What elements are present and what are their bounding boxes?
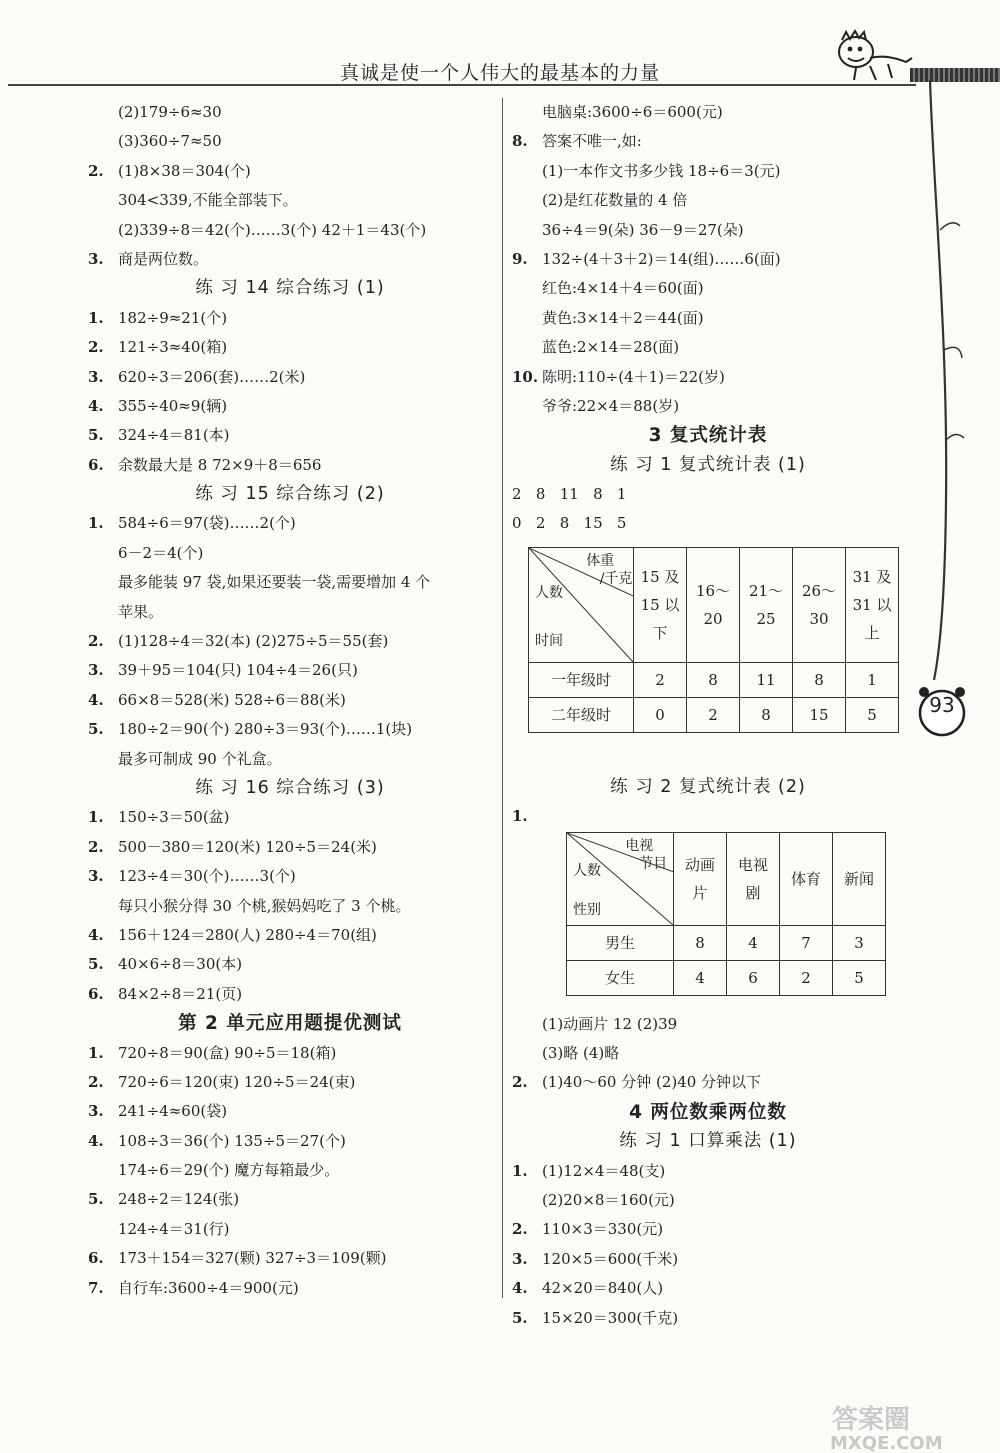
table-row: [529, 697, 899, 732]
table-cell: 2: [634, 662, 687, 697]
answer-line: [88, 568, 492, 597]
corner-label-top: 电视: [625, 837, 654, 854]
answer-line: [88, 157, 492, 186]
answer-line: [512, 1245, 904, 1274]
answer-text: (1)一本作文书多少钱 18÷6＝3(元): [542, 161, 781, 180]
question-number: 4.: [88, 690, 104, 709]
column-header: 动画 片: [674, 832, 727, 925]
answer-line: [88, 921, 492, 950]
column-header: 31 及 31 以 上: [846, 547, 899, 662]
table-cell: 4: [674, 960, 727, 995]
answer-text: 最多能装 97 袋,如果还要装一袋,需要增加 4 个: [118, 573, 431, 592]
table-cell: 15: [793, 697, 846, 732]
question-number: 8.: [512, 132, 528, 151]
answer-text: (2)339÷8＝42(个)……3(个) 42＋1＝43(个): [118, 220, 427, 239]
row-label: 女生: [567, 960, 674, 995]
answer-text: 42×20＝840(人): [542, 1279, 664, 1298]
answer-line: [512, 802, 904, 831]
question-number: 3.: [512, 1249, 528, 1268]
answer-text: 156＋124＝280(人) 280÷4＝70(组): [118, 925, 377, 944]
answer-text: 陈明:110÷(4＋1)＝22(岁): [542, 367, 725, 386]
table-row: [529, 662, 899, 697]
question-number: 2.: [88, 161, 104, 180]
corner-label-bottom: 性别: [573, 901, 601, 918]
answer-line: [88, 216, 492, 245]
table-cell: 5: [846, 697, 899, 732]
question-number: 1.: [512, 1161, 528, 1180]
corner-label-top: 体重: [586, 552, 615, 569]
answer-line: [88, 98, 492, 127]
answer-line: [88, 245, 492, 274]
table-corner-header: [567, 832, 674, 925]
answer-number-row: 0 2 8 15 5: [512, 514, 627, 533]
watermark-top: 答案圈: [832, 1405, 911, 1435]
table-cell: 8: [674, 925, 727, 960]
question-number: 2.: [88, 837, 104, 856]
question-number: 3.: [88, 1102, 104, 1121]
answer-text: 180÷2＝90(个) 280÷3＝93(个)……1(块): [118, 720, 413, 739]
question-number: 6.: [88, 1249, 104, 1268]
table-cell: 0: [634, 697, 687, 732]
answer-line: [512, 274, 904, 303]
question-number: 2.: [512, 1220, 528, 1239]
question-number: 10.: [512, 367, 539, 386]
answer-text: (1)128÷4＝32(本) (2)275÷5＝55(套): [118, 632, 389, 651]
watermark-logo: [826, 1402, 996, 1452]
question-number: 2.: [88, 1072, 104, 1091]
answer-line: [512, 127, 904, 156]
answer-text: 蓝色:2×14＝28(面): [542, 338, 680, 357]
answer-text: 红色:4×14＋4＝60(面): [542, 279, 704, 298]
answer-line: [88, 627, 492, 656]
answer-text: 324÷4＝81(本): [118, 426, 230, 445]
answer-line: [512, 157, 904, 186]
table-row: [567, 960, 886, 995]
right-top-section: [512, 98, 904, 539]
answer-text: (1)动画片 12 (2)39: [542, 1014, 678, 1033]
answer-text: 150÷3＝50(盆): [118, 808, 230, 827]
answer-line: [512, 1039, 904, 1068]
answer-line: [88, 1068, 492, 1097]
page-number: 93: [929, 693, 955, 717]
answer-line: [512, 98, 904, 127]
answer-number-row: 2 8 11 8 1: [512, 485, 627, 504]
section-heading: 练 习 2 复式统计表 (2): [610, 776, 806, 797]
answer-line: [512, 363, 904, 392]
answer-line: [88, 363, 492, 392]
cartoon-mascot-icon: [826, 28, 914, 84]
answer-text: (2)是红花数量的 4 倍: [542, 191, 688, 210]
answer-text: 每只小猴分得 30 个桃,猴妈妈吃了 3 个桃。: [118, 896, 411, 915]
question-number: 2.: [512, 1073, 528, 1092]
answer-text: 40×6÷8＝30(本): [118, 955, 243, 974]
table-cell: 7: [780, 925, 833, 960]
question-number: 3.: [88, 867, 104, 886]
answer-text: 电脑桌:3600÷6＝600(元): [542, 103, 723, 121]
column-header: 16～20: [687, 547, 740, 662]
answer-text: 爷爷:22×4＝88(岁): [542, 396, 680, 415]
column-header: 26～30: [793, 547, 846, 662]
answer-text: 620÷3＝206(套)……2(米): [118, 367, 306, 386]
table-cell: 3: [833, 925, 886, 960]
answer-text: 苹果。: [118, 602, 164, 621]
answer-line: [512, 186, 904, 215]
answer-line: [88, 745, 492, 774]
section-heading: 练 习 16 综合练习 (3): [195, 777, 385, 798]
answer-text: 120×5＝600(千米): [542, 1249, 679, 1268]
answer-line: [88, 950, 492, 979]
answer-line: [88, 980, 492, 1009]
answer-line: [88, 656, 492, 685]
answer-text: 110×3＝330(元): [542, 1220, 664, 1239]
answer-text: 720÷8＝90(盒) 90÷5＝18(箱): [118, 1043, 337, 1062]
answer-line: [88, 892, 492, 921]
answer-line: [88, 833, 492, 862]
answer-line: [512, 1010, 904, 1039]
table-cell: 8: [740, 697, 793, 732]
column-header: 体育: [780, 832, 833, 925]
table-cell: 1: [846, 662, 899, 697]
question-number: 4.: [88, 925, 104, 944]
question-number: 2.: [88, 338, 104, 357]
answer-text: (1)40～60 分钟 (2)40 分钟以下: [542, 1073, 762, 1092]
corner-label-top2: /千克: [599, 570, 633, 587]
stats-table-1-wrapper: [528, 547, 904, 733]
answer-text: 黄色:3×14＋2＝44(面): [542, 308, 704, 327]
answer-line: [88, 803, 492, 832]
answer-line: [512, 392, 904, 421]
answer-line: [88, 1244, 492, 1273]
answer-text: 108÷3＝36(个) 135÷5＝27(个): [118, 1131, 346, 1150]
question-number: 1.: [88, 1043, 104, 1062]
section-heading: 练 习 1 复式统计表 (1): [610, 454, 806, 475]
question-number: 6.: [88, 455, 104, 474]
table-cell: 11: [740, 662, 793, 697]
answer-line: [88, 392, 492, 421]
table-cell: 2: [687, 697, 740, 732]
answer-text: 123÷4＝30(个)……3(个): [118, 867, 296, 886]
table-cell: 4: [727, 925, 780, 960]
question-number: 4.: [88, 396, 104, 415]
answer-text: 39＋95＝104(只) 104÷4＝26(只): [118, 661, 358, 680]
question-number: 4.: [512, 1279, 528, 1298]
answer-line: [88, 598, 492, 627]
answer-line: [512, 1274, 904, 1303]
question-number: 5.: [88, 1190, 104, 1209]
answer-line: [88, 1215, 492, 1244]
answer-line: [88, 1127, 492, 1156]
answer-line: [512, 245, 904, 274]
column-header: 15 及 15 以 下: [634, 547, 687, 662]
question-number: 4.: [88, 1131, 104, 1150]
table-row: [567, 925, 886, 960]
question-number: 3.: [88, 661, 104, 680]
page-motto: 真诚是使一个人伟大的最基本的力量: [339, 62, 660, 84]
question-number: 1.: [88, 308, 104, 327]
answer-line: [512, 216, 904, 245]
column-divider: [502, 98, 503, 1298]
row-label: 二年级时: [529, 697, 634, 732]
question-number: 1.: [88, 514, 104, 533]
answer-line: [88, 1156, 492, 1185]
row-label: 一年级时: [529, 662, 634, 697]
section-heading: 练 习 15 综合练习 (2): [195, 484, 385, 505]
answer-line: [88, 1039, 492, 1068]
watermark-bottom: MXQE.COM: [830, 1433, 943, 1452]
corner-label-bottom: 时间: [535, 632, 563, 649]
question-number: 9.: [512, 249, 528, 268]
answer-text: 84×2÷8＝21(页): [118, 984, 243, 1003]
answer-text: 174÷6＝29(个) 魔方每箱最少。: [118, 1161, 340, 1180]
answer-line: [88, 451, 492, 480]
answer-text: (2)20×8＝160(元): [542, 1190, 675, 1209]
answer-text: 241÷4≈60(袋): [118, 1102, 228, 1121]
corner-label-top2: 节目: [639, 855, 668, 872]
answer-line: [512, 1304, 904, 1333]
right-column: [512, 98, 904, 1333]
answer-line: [88, 127, 492, 156]
section-heading: 练 习 1 口算乘法 (1): [619, 1131, 797, 1152]
answer-text: 124÷4＝31(行): [118, 1219, 230, 1238]
answer-text: (2)179÷6≈30: [118, 103, 222, 121]
answer-text: 商是两位数。: [118, 249, 209, 268]
question-number: 7.: [88, 1278, 104, 1297]
section-heading: 练 习 14 综合练习 (1): [195, 278, 385, 299]
section-heading: 3 复式统计表: [648, 425, 768, 447]
question-number: 3.: [88, 367, 104, 386]
left-column: [88, 98, 492, 1303]
answer-text: 173＋154＝327(颗) 327÷3＝109(颗): [118, 1249, 387, 1268]
answer-line: [88, 539, 492, 568]
answer-text: 余数最大是 8 72×9＋8＝656: [118, 455, 322, 474]
column-header: 21～25: [740, 547, 793, 662]
stats-table-1: [528, 547, 899, 733]
table-cell: 6: [727, 960, 780, 995]
section-heading: 4 两位数乘两位数: [629, 1101, 787, 1123]
row-label: 男生: [567, 925, 674, 960]
answer-text: 584÷6＝97(袋)……2(个): [118, 514, 296, 533]
answer-text: (1)12×4＝48(支): [542, 1161, 666, 1180]
answer-text: 720÷6＝120(束) 120÷5＝24(束): [118, 1072, 356, 1091]
question-number: 6.: [88, 984, 104, 1003]
section-heading: 第 2 单元应用题提优测试: [178, 1013, 402, 1035]
answer-line: [88, 1185, 492, 1214]
answer-line: [88, 509, 492, 538]
answer-line: [512, 1068, 904, 1097]
header-rule: [8, 84, 916, 86]
answer-line: [88, 715, 492, 744]
answer-line: [88, 686, 492, 715]
corner-label-mid: 人数: [573, 863, 601, 880]
question-number: 3.: [88, 249, 104, 268]
answer-text: 355÷40≈9(辆): [118, 396, 228, 415]
answer-text: (1)8×38＝304(个): [118, 161, 251, 180]
column-header: 新闻: [833, 832, 886, 925]
right-mid-section: [512, 773, 904, 832]
decorative-vine: [900, 80, 1000, 700]
answer-text: (3)360÷7≈50: [118, 132, 222, 151]
answer-line: [512, 1215, 904, 1244]
answer-text: 500－380＝120(米) 120÷5＝24(米): [118, 837, 377, 856]
table-cell: 5: [833, 960, 886, 995]
right-bottom-section: [512, 1010, 904, 1333]
answer-text: 自行车:3600÷4＝900(元): [118, 1278, 299, 1297]
answer-text: 182÷9≈21(个): [118, 308, 228, 327]
column-header: 电视 剧: [727, 832, 780, 925]
answer-text: 答案不唯一,如:: [542, 132, 642, 151]
question-number: 1.: [512, 807, 528, 826]
answer-line: [512, 1186, 904, 1215]
answer-line: [88, 304, 492, 333]
question-number: 5.: [88, 720, 104, 739]
table-cell: 2: [780, 960, 833, 995]
answer-text: (3)略 (4)略: [542, 1044, 620, 1063]
question-number: 5.: [88, 426, 104, 445]
answer-line: [88, 333, 492, 362]
corner-label-mid: 人数: [535, 585, 563, 602]
answer-line: [512, 304, 904, 333]
answer-line: [88, 186, 492, 215]
answer-line: [88, 1274, 492, 1303]
answer-text: 6－2＝4(个): [118, 543, 204, 562]
answer-text: 132÷(4＋3＋2)＝14(组)……6(面): [542, 249, 781, 268]
answer-text: 304<339,不能全部装下。: [118, 191, 298, 210]
question-number: 5.: [512, 1308, 528, 1327]
question-number: 5.: [88, 955, 104, 974]
answer-line: [88, 421, 492, 450]
question-number: 1.: [88, 808, 104, 827]
table-corner-header: [529, 547, 634, 662]
answer-text: 248÷2＝124(张): [118, 1190, 240, 1209]
answer-line: [88, 1097, 492, 1126]
answer-text: 最多可制成 90 个礼盒。: [118, 749, 282, 768]
table-cell: 8: [687, 662, 740, 697]
answer-line: [512, 1157, 904, 1186]
answer-text: 121÷3≈40(箱): [118, 338, 228, 357]
stats-table-2: [566, 832, 886, 996]
stats-table-2-wrapper: [566, 832, 904, 996]
question-number: 2.: [88, 632, 104, 651]
answer-text: 66×8＝528(米) 528÷6＝88(米): [118, 690, 346, 709]
answer-line: [88, 862, 492, 891]
answer-text: 15×20＝300(千克): [542, 1308, 679, 1327]
table-cell: 8: [793, 662, 846, 697]
answer-line: [512, 333, 904, 362]
answer-text: 36÷4＝9(朵) 36－9＝27(朵): [542, 220, 744, 239]
